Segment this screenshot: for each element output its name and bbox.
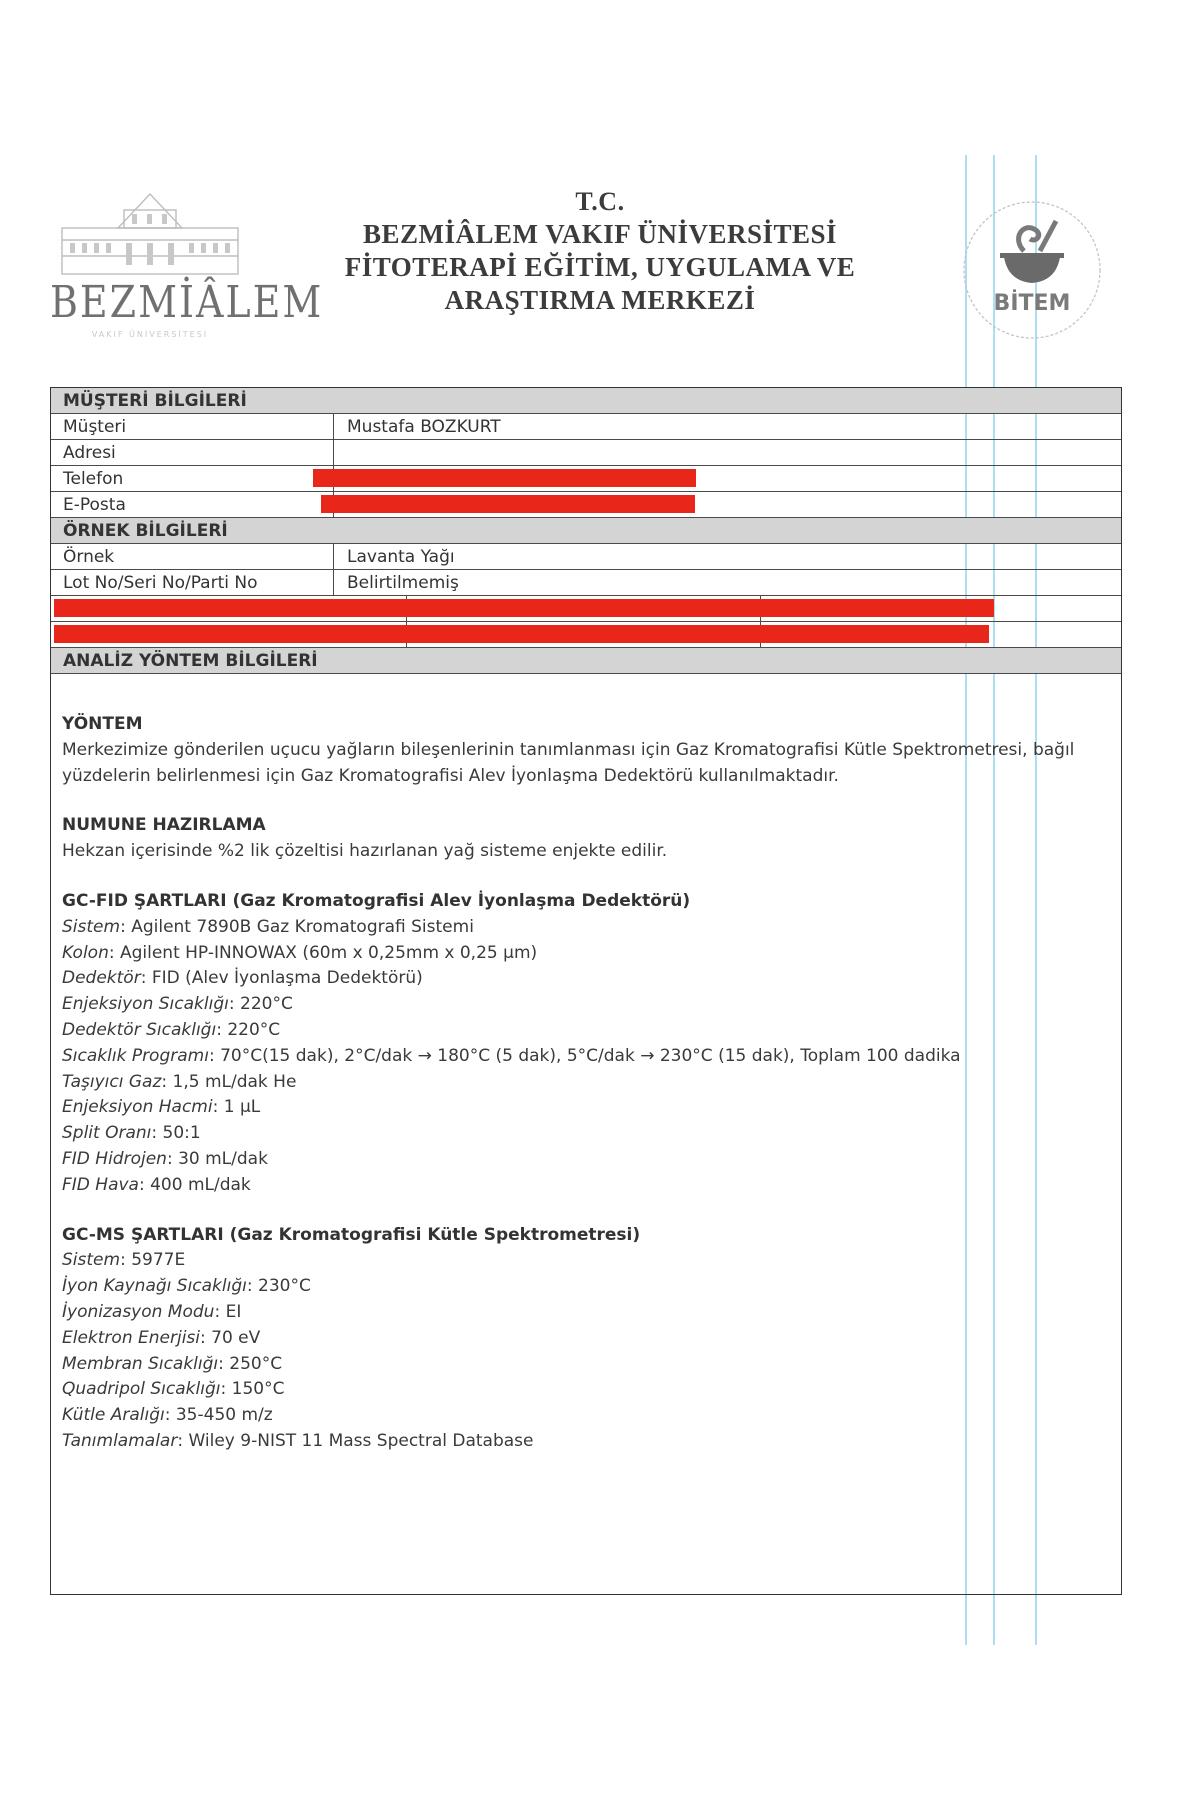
field-label: E-Posta <box>51 492 334 517</box>
param-key: Split Oranı <box>62 1123 152 1144</box>
param-line: FID Hava: 400 mL/dak <box>62 1174 251 1195</box>
param-key: Enjeksiyon Hacmi <box>62 1097 213 1118</box>
field-value: Belirtilmemiş <box>347 572 459 593</box>
param-value: 5977E <box>131 1250 186 1271</box>
gcfid-heading: GC-FID ŞARTLARI (Gaz Kromatografisi Alev İyonlaşma Dedektörü) <box>62 890 691 911</box>
table-row <box>51 570 1121 596</box>
bitem-seal <box>952 195 1112 345</box>
param-line: Kolon: Agilent HP-INNOWAX (60m x 0,25mm x 0,25 µm) <box>62 942 538 963</box>
param-value: Agilent HP-INNOWAX (60m x 0,25mm x 0,25 µm) <box>119 942 538 963</box>
section-header-sample: ÖRNEK BİLGİLERİ <box>51 518 1121 544</box>
param-line: İyon Kaynağı Sıcaklığı: 230°C <box>62 1276 311 1297</box>
redaction-bar <box>321 495 695 513</box>
param-line: Split Oranı: 50:1 <box>62 1123 201 1144</box>
param-value: 70°C(15 dak), 2°C/dak → 180°C (5 dak), 5°C/dak → 230°C (15 dak), Toplam 100 dadika <box>220 1045 961 1066</box>
param-key: İyonizasyon Modu <box>62 1301 215 1322</box>
param-value: 230°C <box>258 1276 311 1297</box>
logo-subtext: VAKIF ÜNİVERSİTESİ <box>91 330 209 339</box>
param-line: Sistem: Agilent 7890B Gaz Kromatografi Sistemi <box>62 916 474 937</box>
param-key: İyon Kaynağı Sıcaklığı <box>62 1276 247 1297</box>
table-row <box>51 544 1121 570</box>
param-value: 400 mL/dak <box>150 1174 251 1195</box>
field-label: Örnek <box>51 544 334 569</box>
param-value: EI <box>225 1301 242 1322</box>
field-value <box>334 440 1121 465</box>
param-value: Agilent 7890B Gaz Kromatografi Sistemi <box>131 916 474 937</box>
title-line: T.C. <box>575 187 625 216</box>
param-key: FID Hidrojen <box>62 1148 167 1169</box>
param-key: Sistem <box>62 1250 121 1271</box>
method-heading: YÖNTEM <box>62 714 143 734</box>
redaction-bar <box>54 625 989 643</box>
table-row <box>51 492 1121 518</box>
field-label: Lot No/Seri No/Parti No <box>51 570 334 595</box>
param-key: Taşıyıcı Gaz <box>62 1071 162 1092</box>
param-value: 250°C <box>229 1353 283 1374</box>
param-line: Taşıyıcı Gaz: 1,5 mL/dak He <box>62 1071 297 1092</box>
gcfid-params <box>62 915 1112 1199</box>
param-line: Quadripol Sıcaklığı: 150°C <box>62 1379 285 1400</box>
mortar-pestle-icon <box>1000 221 1064 283</box>
text-line: yüzdelerin belirlenmesi için Gaz Kromatografisi Alev İyonlaşma Dedektörü kullanılmaktadır. <box>62 765 839 786</box>
param-value: 220°C <box>227 1019 281 1040</box>
field-label: Adresi <box>51 440 334 465</box>
param-line: İyonizasyon Modu: EI <box>62 1301 242 1322</box>
param-line: Dedektör Sıcaklığı: 220°C <box>62 1019 281 1040</box>
param-line: Elektron Enerjisi: 70 eV <box>62 1327 261 1348</box>
param-value: 1 µL <box>223 1097 261 1118</box>
prep-heading: NUMUNE HAZIRLAMA <box>62 815 266 836</box>
param-key: Elektron Enerjisi <box>62 1327 200 1348</box>
param-key: Dedektör Sıcaklığı <box>62 1019 217 1040</box>
field-value: Mustafa BOZKURT <box>347 416 501 437</box>
param-value: 35-450 m/z <box>175 1405 273 1426</box>
table-row <box>51 622 1121 648</box>
logo-text: BEZMİÂLEM <box>50 276 324 328</box>
param-line: Membran Sıcaklığı: 250°C <box>62 1353 283 1374</box>
param-value: 50:1 <box>162 1123 201 1144</box>
analysis-methods <box>62 712 1112 1455</box>
redaction-bar <box>54 599 994 617</box>
seal-text: BİTEM <box>993 291 1071 316</box>
param-key: Tanımlamalar <box>62 1430 178 1451</box>
param-line: Sıcaklık Programı: 70°C(15 dak), 2°C/dak → 180°C (5 dak), 5°C/dak → 230°C (15 dak), Toplam 100 dadika <box>62 1045 961 1066</box>
param-line: Enjeksiyon Sıcaklığı: 220°C <box>62 994 293 1015</box>
table-row <box>51 596 1121 622</box>
param-key: Sistem <box>62 916 121 937</box>
param-key: Kütle Aralığı <box>62 1405 165 1426</box>
redaction-bar <box>313 469 696 487</box>
university-logo <box>50 180 324 345</box>
title-line: BEZMİÂLEM VAKIF ÜNİVERSİTESİ <box>362 219 838 249</box>
param-key: Quadripol Sıcaklığı <box>62 1379 221 1400</box>
param-line: Dedektör: FID (Alev İyonlaşma Dedektörü) <box>62 968 423 989</box>
param-key: Kolon <box>62 942 109 963</box>
param-line: Enjeksiyon Hacmi: 1 µL <box>62 1097 261 1118</box>
param-value: 30 mL/dak <box>178 1148 268 1169</box>
text-line: Hekzan içerisinde %2 lik çözeltisi hazırlanan yağ sisteme enjekte edilir. <box>62 841 668 862</box>
param-value: FID (Alev İyonlaşma Dedektörü) <box>151 968 423 989</box>
table-row <box>51 466 1121 492</box>
table-row <box>51 414 1121 440</box>
title-line: FİTOTERAPİ EĞİTİM, UYGULAMA VE <box>344 252 856 282</box>
table-row <box>51 440 1121 466</box>
building-icon <box>58 180 242 280</box>
section-header-customer: MÜŞTERİ BİLGİLERİ <box>51 388 1121 414</box>
field-label: Müşteri <box>51 414 334 439</box>
param-key: FID Hava <box>62 1174 139 1195</box>
param-key: Dedektör <box>62 968 141 989</box>
param-line: Tanımlamalar: Wiley 9-NIST 11 Mass Spectral Database <box>62 1430 534 1451</box>
section-header-analysis: ANALİZ YÖNTEM BİLGİLERİ <box>51 648 1121 674</box>
param-value: Wiley 9-NIST 11 Mass Spectral Database <box>188 1430 534 1451</box>
param-line: Kütle Aralığı: 35-450 m/z <box>62 1405 273 1426</box>
param-value: 70 eV <box>211 1327 261 1348</box>
field-value: Lavanta Yağı <box>347 546 455 567</box>
param-line: Sistem: 5977E <box>62 1250 186 1271</box>
param-key: Membran Sıcaklığı <box>62 1353 219 1374</box>
text-line: Merkezimize gönderilen uçucu yağların bileşenlerinin tanımlanması için Gaz Kromatografisi Kütle Spektrometresi, bağıl <box>62 739 1075 760</box>
field-label: Telefon <box>51 466 334 491</box>
param-key: Enjeksiyon Sıcaklığı <box>62 994 229 1015</box>
param-key: Sıcaklık Programı <box>62 1045 209 1066</box>
param-value: 220°C <box>240 994 293 1015</box>
title-line: ARAŞTIRMA MERKEZİ <box>444 285 756 315</box>
page-title <box>300 185 900 317</box>
param-value: 150°C <box>231 1379 285 1400</box>
gcms-params <box>62 1248 1112 1454</box>
gcms-heading: GC-MS ŞARTLARI (Gaz Kromatografisi Kütle Spektrometresi) <box>62 1224 641 1245</box>
param-line: FID Hidrojen: 30 mL/dak <box>62 1148 268 1169</box>
param-value: 1,5 mL/dak He <box>172 1071 297 1092</box>
